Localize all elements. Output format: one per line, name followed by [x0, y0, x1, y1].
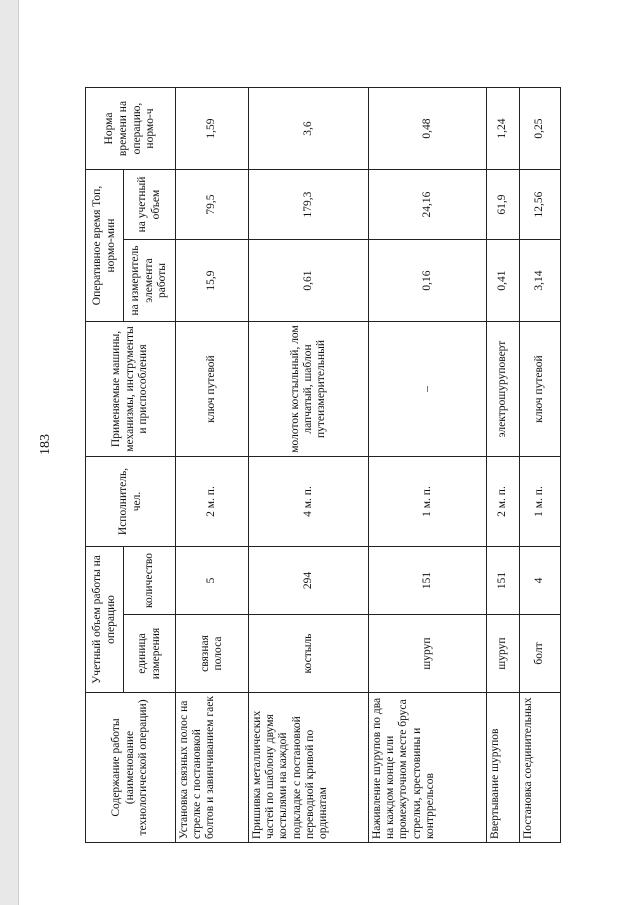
table-row	[520, 88, 561, 843]
row-norm: 1,24	[487, 88, 520, 170]
row-performer: 2 м. п.	[487, 457, 520, 547]
row-meter: 0,16	[369, 240, 487, 322]
row-norm: 0,48	[369, 88, 487, 170]
row-volume: 79,5	[176, 170, 249, 240]
row-meter: 3,14	[520, 240, 561, 322]
header-volume-unit: единица измерения	[124, 615, 176, 693]
row-meter: 0,61	[249, 240, 369, 322]
row-qty: 151	[369, 547, 487, 615]
row-norm: 1,59	[176, 88, 249, 170]
page-number: 183	[38, 434, 53, 455]
row-volume: 12,56	[520, 170, 561, 240]
row-content: Постановка соединительных	[520, 693, 561, 843]
row-tools: ключ путевой	[176, 322, 249, 457]
row-volume: 24,16	[369, 170, 487, 240]
row-volume: 179,3	[249, 170, 369, 240]
row-performer: 2 м. п.	[176, 457, 249, 547]
row-performer: 1 м. п.	[369, 457, 487, 547]
row-tools: молоток костыльный, лом лапчатый, шаблон путеизмерительный	[249, 322, 369, 457]
row-content: Пришивка металлических частей по шаблону двумя костылями на каждой подкладке с постановкой переводной кривой по ординатам	[249, 693, 369, 843]
row-content: Установка связных полос на стрелке с постановкой болтов и завинчиванием гаек	[176, 693, 249, 843]
header-content: Содержание работы (наименование технологической операции)	[86, 693, 176, 843]
header-optime-volume: на учетный объем	[124, 170, 176, 240]
row-content: Наживление шурупов по два на каждом конце или промежуточном месте бруса стрелки, крестовины и контррельсов	[369, 693, 487, 843]
row-qty: 294	[249, 547, 369, 615]
header-norm: Норма времени на операцию, нормо-ч	[86, 88, 176, 170]
row-unit: шуруп	[369, 615, 487, 693]
row-tools: ключ путевой	[520, 322, 561, 457]
header-volume-group: Учетный объем работы на операцию	[86, 547, 124, 693]
page-edge	[0, 0, 19, 905]
header-optime-meter: на измеритель элемента работы	[124, 240, 176, 322]
row-qty: 4	[520, 547, 561, 615]
row-norm: 0,25	[520, 88, 561, 170]
table-row	[487, 88, 520, 843]
row-tools: –	[369, 322, 487, 457]
rotated-sheet	[85, 88, 560, 843]
row-norm: 3,6	[249, 88, 369, 170]
header-optime-group: Оперативное время Топ, нормо-мин	[86, 170, 124, 322]
header-volume-qty: количество	[124, 547, 176, 615]
header-tools: Применяемые машины, механизмы, инструменты и приспособления	[86, 322, 176, 457]
row-performer: 1 м. п.	[520, 457, 561, 547]
row-volume: 61,9	[487, 170, 520, 240]
table-row	[249, 88, 369, 843]
row-performer: 4 м. п.	[249, 457, 369, 547]
row-meter: 15,9	[176, 240, 249, 322]
row-unit: шуруп	[487, 615, 520, 693]
row-tools: электрошуруповерт	[487, 322, 520, 457]
row-unit: костыль	[249, 615, 369, 693]
number-column	[85, 130, 127, 885]
operations-table	[85, 87, 561, 843]
row-content: Ввертывание шурупов	[487, 693, 520, 843]
row-meter: 0,41	[487, 240, 520, 322]
row-unit: болт	[520, 615, 561, 693]
row-qty: 151	[487, 547, 520, 615]
header-performer: Исполнитель, чел.	[86, 457, 176, 547]
table-row	[176, 88, 249, 843]
table-row	[369, 88, 487, 843]
row-qty: 5	[176, 547, 249, 615]
row-unit: связная полоса	[176, 615, 249, 693]
